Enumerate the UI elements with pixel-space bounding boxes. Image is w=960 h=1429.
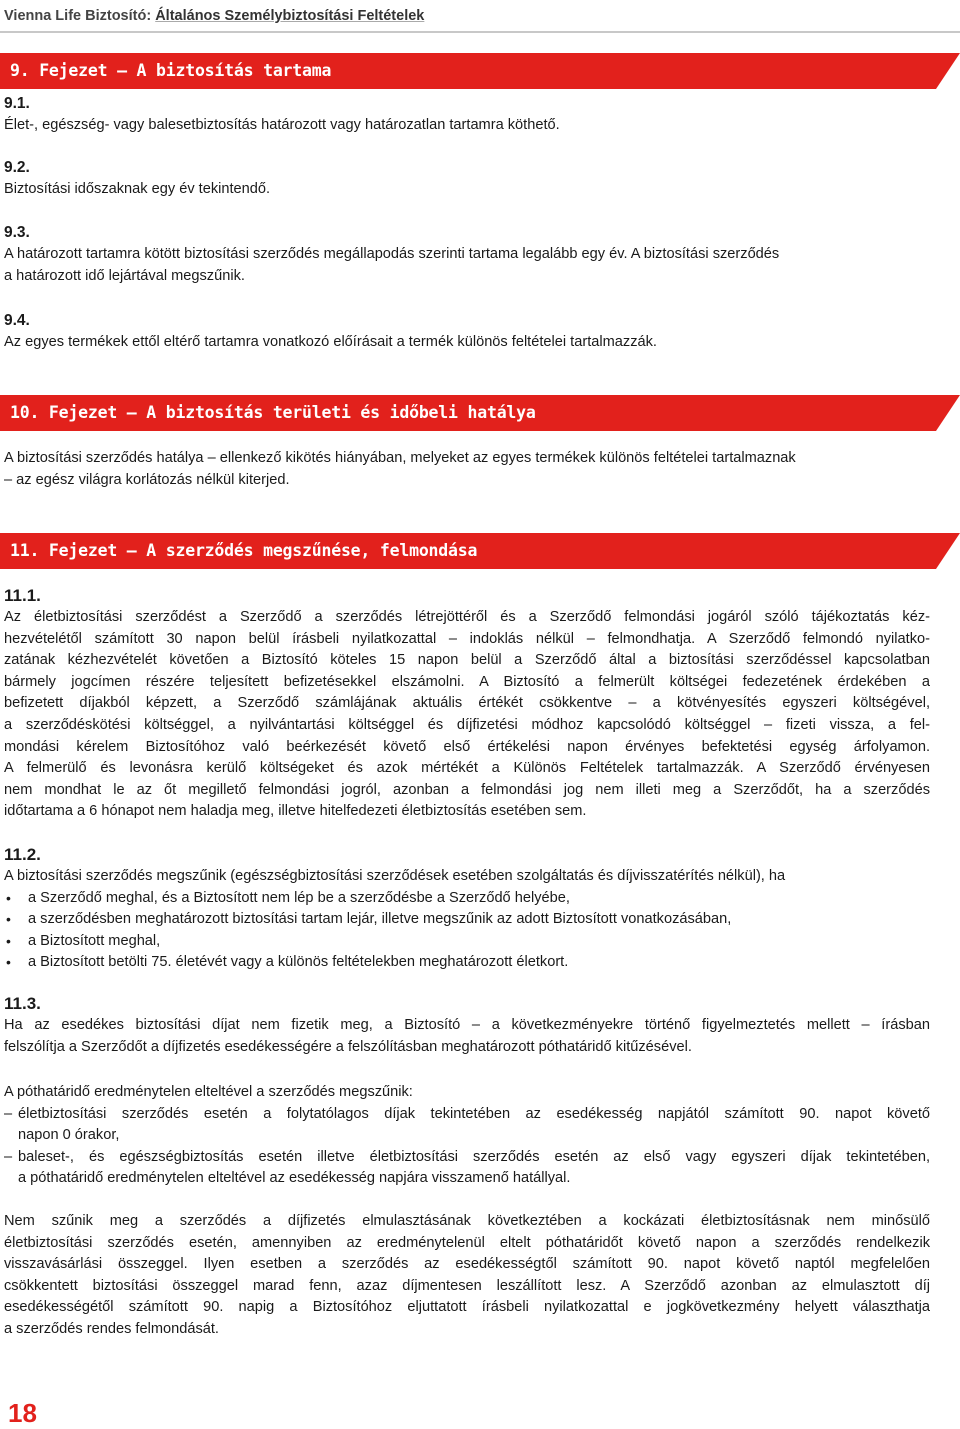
paragraph-line: visszavásárlási összeggel. Ilyen esetben a szerződés az esedékességtől számított 90. napot követő naptól megfelelően [4, 1256, 930, 1273]
non-termination-paragraph [4, 1211, 930, 1341]
chapter-10-banner [0, 395, 960, 431]
section-text: Biztosítási időszaknak egy év tekintendő. [4, 181, 271, 197]
chapter-11-banner [0, 533, 960, 569]
paragraph-line: bármely jogcímen részére teljesített befizetésekkel elszámolni. A Biztosító a felmerült költségei fedezetének érdekében a [4, 673, 930, 690]
paragraph-line: időtartama a 6 hónapot nem haladja meg, illetve hitelfedezeti életbiztosítás esetében sem. [4, 803, 587, 820]
paragraph-line: mondási kérelem Biztosítóhoz való beérkezését követő első értékelési napon érvényes befektetési egység árfolyamon. [4, 738, 930, 755]
section-9-4 [4, 310, 930, 354]
section-text-line: a határozott idő lejártával megszűnik. [4, 267, 245, 284]
list-item-text [18, 1104, 930, 1147]
section-number: 9.3. [4, 224, 30, 241]
section-number: 11.2. [4, 845, 41, 864]
list-item: • a Szerződő meghal, és a Biztosított nem lép be a szerződésbe a Szerződő helyébe, [4, 888, 930, 910]
section-paragraph [4, 1015, 930, 1058]
section-paragraph [4, 1211, 930, 1341]
paragraph-line: esedékességétől számított 90. napig a Biztosítóhoz eljuttatott írásbeli nyilatkozattal e jogkövetkezmény helyett választhatja [4, 1299, 930, 1316]
dash-marker: – [4, 1148, 13, 1165]
list-item: • a szerződésben meghatározott biztosítási tartam lejár, illetve megszűnik az adott Biztosított vonatkozásában, [4, 909, 930, 931]
list-item: • a Biztosított meghal, [4, 931, 930, 953]
section-paragraph [4, 607, 930, 823]
page-number: 18 [8, 1398, 37, 1428]
list-item-text [18, 1147, 930, 1190]
paragraph-line: a szerződéskötési költséggel, a nyilvántartási költséggel és díjfizetési módhoz kapcsolódó költséggel – fizeti vissza, a fel- [4, 716, 930, 733]
section-11-1 [4, 585, 930, 823]
list-item [4, 1104, 930, 1147]
section-number: 11.1. [4, 586, 41, 605]
paragraph-line: Ha az esedékes biztosítási díjat nem fizetik meg, a Biztosító – a következményekre történő figyelmeztetés mellett – írásban [4, 1017, 930, 1033]
paragraph-line: nem mondhat le az őt megillető felmondási jogról, azonban a felmondási jog nem illeti meg a Szerződőt, ha a szerződés [4, 781, 930, 798]
section-number: 9.4. [4, 312, 30, 329]
paragraph-line: felszólítja a Szerződőt a díjfizetés esedékességére a felszólításban meghatározott póthatáridő kitűzésével. [4, 1038, 692, 1055]
paragraph-line: Nem szűnik meg a szerződés a díjfizetés elmulasztásának következtében a kockázati életbiztosításnak nem minősülő [4, 1213, 930, 1229]
section-number: 9.2. [4, 159, 30, 176]
section-9-3 [4, 222, 930, 287]
section-text: Élet-, egészség- vagy balesetbiztosítás határozott vagy határozatlan tartamra köthető. [4, 117, 560, 133]
section-text: Az egyes termékek ettől eltérő tartamra vonatkozó előírásait a termék különös feltételei tartalmazzák. [4, 334, 657, 350]
section-10-text [4, 448, 930, 491]
list-item [4, 1147, 930, 1190]
chapter-10-title: 10. Fejezet – A biztosítás területi és időbeli hatálya [10, 403, 536, 422]
paragraph-line: hezvételétől számított 30 napon belül írásbeli nyilatkozattal – indoklás nélkül – felmondhatja. A Szerződő felmondó nyilatko- [4, 630, 930, 647]
list-item-line: a póthatáridő eredménytelen elteltével az esedékesség napjára visszamenő hatállyal. [18, 1170, 571, 1187]
paragraph-line: zatának kézhezvételét követően a Biztosító köteles 15 napon belül a Szerződő által a biztosítási szerződéssel kapcsolatban [4, 652, 930, 669]
section-intro: A biztosítási szerződés megszűnik (egészségbiztosítási szerződések esetében szolgáltatás és díjvisszatérítés nélkül), ha [4, 868, 786, 884]
section-number: 11.3. [4, 994, 41, 1013]
section-9-1 [4, 93, 930, 137]
section-11-2 [4, 844, 930, 974]
chapter-9-title: 9. Fejezet – A biztosítás tartama [10, 61, 332, 80]
paragraph-line: a szerződés rendes felmondását. [4, 1320, 219, 1337]
list-item-line: napon 0 órakor, [18, 1127, 120, 1144]
termination-conditions-list [4, 888, 930, 974]
section-number: 9.1. [4, 95, 30, 112]
grace-period-block [4, 1082, 930, 1190]
dash-marker: – [4, 1105, 13, 1122]
section-text-line: – az egész világra korlátozás nélkül kiterjed. [4, 471, 290, 488]
list-item: • a Biztosított betölti 75. életévét vagy a különös feltételekben meghatározott életkort. [4, 952, 930, 974]
section-text-line: A biztosítási szerződés hatálya – ellenkező kikötés hiányában, melyeket az egyes termékek különös feltételei tartalmaznak [4, 450, 796, 466]
running-header [4, 6, 424, 28]
paragraph-line: befizetett díjakból képzett, a Szerződő számlájának aktuális értékét csökkentve – a kötvényesítés egyszeri költségével, [4, 695, 930, 712]
list-item-line: életbiztosítási szerződés esetén a folytatólagos díjak tekintetében az esedékesség napjától számított 90. napot követő [18, 1105, 930, 1122]
header-publisher: Vienna Life Biztosító: [4, 8, 156, 24]
grace-period-list [4, 1104, 930, 1190]
paragraph-line: csökkentett biztosítási összeggel marad fenn, azaz díjmentesen leszállított lesz. A Szerződő azonban az elmulasztott díj [4, 1277, 930, 1294]
header-document-title: Általános Személybiztosítási Feltételek [155, 8, 425, 24]
paragraph-line: életbiztosítási szerződés esetén, amennyiben az eredménytelenül eltelt póthatáridőt követő napon a szerződés rendelkezik [4, 1234, 930, 1251]
paragraph-line: Az életbiztosítási szerződést a Szerződő a szerződés létrejöttéről és a Szerződő felmondási jogáról szóló tájékoztatás kéz- [4, 609, 930, 625]
grace-period-intro: A póthatáridő eredménytelen elteltével a szerződés megszűnik: [4, 1084, 413, 1100]
section-11-3 [4, 993, 930, 1058]
chapter-11-title: 11. Fejezet – A szerződés megszűnése, felmondása [10, 541, 478, 560]
header-divider [0, 31, 960, 33]
paragraph-line: A felmerülő és levonásra kerülő költségeket és azok mértékét a Különös Feltételek tartalmazzák. A Szerződő érvényesen [4, 760, 930, 777]
section-9-2 [4, 157, 930, 201]
list-item-line: baleset-, és egészségbiztosítás esetén illetve életbiztosítási szerződés esetén az első vagy egyszeri díjak tekintetében, [18, 1148, 930, 1165]
section-text-line: A határozott tartamra kötött biztosítási szerződés megállapodás szerinti tartama legalább egy év. A biztosítási szerződés [4, 246, 780, 262]
chapter-9-banner [0, 53, 960, 89]
